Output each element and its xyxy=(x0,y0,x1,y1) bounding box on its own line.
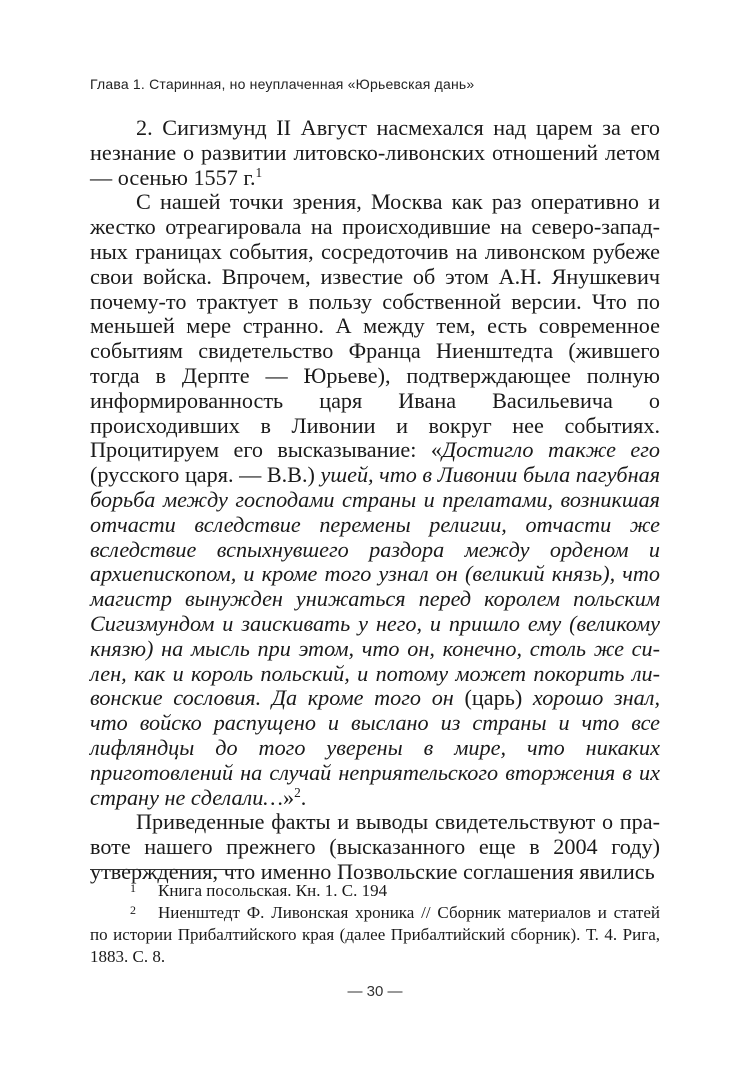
paragraph-2-text: С нашей точки зрения, Москва как раз оперативно и жестко отреагировала на происходившие на северо-западных границах события, сосредоточив на ливонском рубеже свои войска. Впрочем, известие об этом А.Н. Янушкевич почему-то трактует в пользу собственной версии. Что по меньшей мере странно. А между тем, есть современное событиям свидетельство Франца Ниенштедта (жившего тогда в Дерпте — Юрьеве), подтверждающее полную информированность царя Ивана Васильевича о происходивших в Ливонии и вокруг нее событиях. Процитируем его высказывание: « xyxy=(90,189,660,463)
page-number: — 30 — xyxy=(347,983,403,1000)
footnotes xyxy=(90,880,660,968)
footnote-number: 1 xyxy=(130,881,136,895)
footnote-text: Ниенштедт Ф. Ливонская хроника // Сборник материалов и статей по истории Прибалтийского края (далее Прибалтийский сборник). Т. 4. Рига, 1883. С. 8. xyxy=(90,903,660,966)
footnote xyxy=(90,902,660,968)
paragraph-1-text: 2. Сигизмунд II Август насмехался над царем за его незнание о развитии литовско-ливонских отношений летом — осенью 1557 г. xyxy=(90,115,660,190)
quote-part-3: хорошо знал, что войско распущено и выслано из страны и что все лифляндцы до того уверены в мире, что никаких приготовлений на случай неприятельского вторжения в их страну не сделали… xyxy=(90,685,660,810)
footnote-divider xyxy=(90,869,238,870)
paragraph-1 xyxy=(90,116,660,190)
footnote xyxy=(90,880,660,902)
book-page xyxy=(90,0,660,1080)
quote-part-2: ушей, что в Ливонии была пагубная борьба между господами страны и прелатами, возникшая отчасти вследствие перемены религии, отчасти же вследствие вспыхнувшего раздора между орденом и архиепископом, и кроме того узнал он (великий князь), что магистр вынужден унижаться перед королем польским Сигизмундом и заискивать у него, и пришло ему (великому князю) на мысль при этом, что он, конечно, столь же силен, как и король польский, и потому может покорить ливонские сословия. Да кроме того он xyxy=(90,462,661,711)
paragraph-3-text: Приведенные факты и выводы свидетельствуют о правоте нашего прежнего (высказанного еще в 2004 году) утверждения, что именно Позвольские соглашения явились xyxy=(90,809,660,884)
paragraph-2 xyxy=(90,190,660,810)
paragraph-3 xyxy=(90,810,660,884)
footnote-ref-2: 2 xyxy=(294,784,301,800)
footnote-text: Книга посольская. Кн. 1. С. 194 xyxy=(158,881,388,900)
quote-part-1: Достигло также его xyxy=(441,437,660,463)
quote-insert-1: (русского царя. — В.В.) xyxy=(90,462,321,488)
quote-close: » xyxy=(283,784,295,810)
quote-insert-2: (царь) xyxy=(453,685,533,711)
body-text xyxy=(90,116,660,885)
running-head: Глава 1. Старинная, но неуплаченная «Юрьевская дань» xyxy=(90,76,475,92)
footnote-ref-1: 1 xyxy=(255,164,263,180)
footnote-number: 2 xyxy=(130,903,136,917)
paragraph-2-end: . xyxy=(300,784,307,810)
